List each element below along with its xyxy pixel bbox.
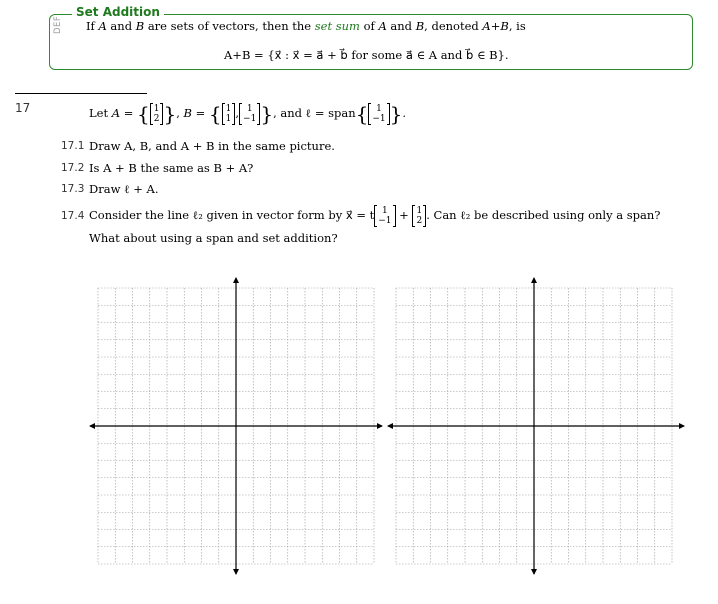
x-axis-arrow-left: [387, 423, 393, 429]
x-axis-arrow-right: [377, 423, 383, 429]
problem-number: 17: [15, 101, 31, 115]
definition-text: If A and B are sets of vectors, then the set sum of A and B, denoted A+B, is: [86, 19, 526, 33]
y-axis-arrow-up: [233, 277, 239, 283]
subpart-number: 17.4: [61, 210, 85, 222]
vector-b1: 1 1: [222, 104, 236, 124]
point-vector: 1 2: [412, 206, 426, 226]
subpart-text-continued: What about using a span and set addition?: [89, 231, 338, 245]
coordinate-grid-left[interactable]: [88, 276, 384, 576]
definition-side-label: DEF: [53, 15, 63, 34]
vector-b2: 1 −1: [239, 104, 260, 124]
subpart-number: 17.1: [61, 140, 85, 152]
definition-title: Set Addition: [72, 5, 164, 19]
subpart-text: Consider the line ℓ₂ given in vector form by x⃗ = t 1 −1 + 1 2 . Can ℓ₂ be described using only a span?: [89, 206, 661, 226]
y-axis-arrow-down: [233, 569, 239, 575]
set-sum-term: set sum: [314, 19, 360, 33]
subpart-number: 17.2: [61, 162, 85, 174]
y-axis-arrow-down: [531, 569, 537, 575]
subpart-text: Draw A, B, and A + B in the same picture.: [89, 139, 335, 153]
vector-a: 1 2: [150, 104, 164, 124]
x-axis-arrow-right: [679, 423, 685, 429]
vector-l: 1 −1: [368, 104, 389, 124]
subpart-text: Is A + B the same as B + A?: [89, 161, 254, 175]
definition-formula: A+B = {x⃗ : x⃗ = a⃗ + b⃗ for some a⃗ ∈ A and b⃗ ∈ B}.: [224, 48, 509, 62]
x-axis-arrow-left: [89, 423, 95, 429]
problem-statement: Let A = { 1 2 }, B = { 1 1 , 1 −1 }, and ℓ = span{ 1 −1 }.: [89, 102, 407, 126]
problem-rule: [15, 93, 147, 94]
subpart-number: 17.3: [61, 183, 85, 195]
subpart-text: Draw ℓ + A.: [89, 182, 159, 196]
direction-vector: 1 −1: [374, 206, 395, 226]
y-axis-arrow-up: [531, 277, 537, 283]
coordinate-grid-right[interactable]: [386, 276, 686, 576]
